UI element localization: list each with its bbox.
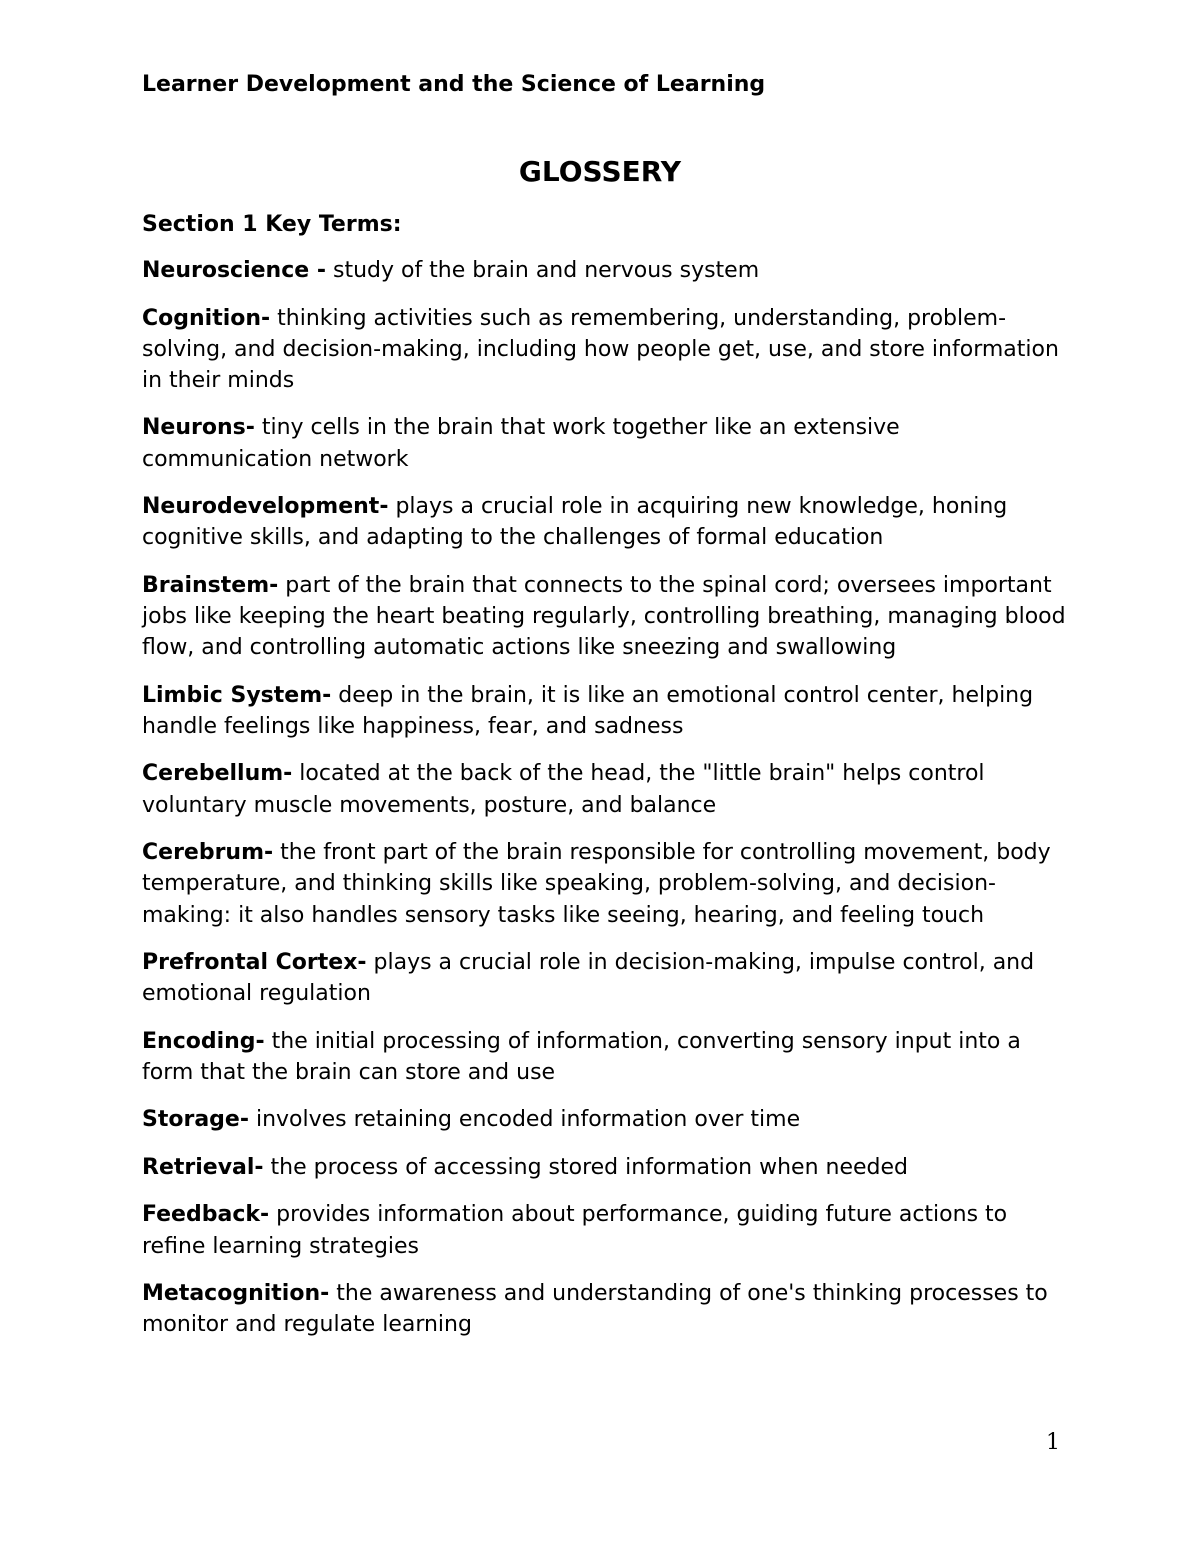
glossary-definition: part of the brain that connects to the spinal cord; oversees important jobs like keeping the heart beating regularly, controlling breathing, managing blood flow, and controlling automatic actions like sneezing and swallowing (142, 572, 1066, 661)
glossary-entry-neuroscience (142, 255, 1072, 286)
glossary-definition: involves retaining encoded information over time (248, 1107, 801, 1133)
glossary-term: Prefrontal Cortex- (142, 950, 367, 976)
glossary-entry-metacognition (142, 1278, 1072, 1340)
glossary-term: Feedback- (142, 1202, 270, 1228)
glossary-entry-cerebrum (142, 837, 1072, 931)
glossary-term: Storage- (142, 1107, 249, 1133)
glossary-definition: provides information about performance, guiding future actions to refine learning strategies (142, 1202, 1008, 1259)
glossary-entry-storage (142, 1104, 1072, 1135)
glossary-definition: tiny cells in the brain that work together like an extensive communication network (142, 415, 900, 472)
glossary-entry-cerebellum (142, 758, 1072, 820)
glossary-term: Neurons- (142, 415, 255, 441)
page-number: 1 (1046, 1430, 1060, 1455)
glossary-entry-cognition (142, 303, 1072, 397)
glossary-entry-feedback (142, 1199, 1072, 1261)
section-heading: Section 1 Key Terms: (142, 212, 402, 237)
glossary-term: Neuroscience - (142, 258, 326, 283)
glossary-entry-neurodevelopment (142, 491, 1072, 553)
glossary-term: Cognition- (142, 305, 271, 331)
glossary-term: Neurodevelopment- (142, 494, 389, 520)
glossary-definition: the process of accessing stored information when needed (263, 1154, 908, 1180)
glossary-definition: located at the back of the head, the "little brain" helps control voluntary muscle movements, posture, and balance (142, 761, 985, 818)
glossary-definition: the initial processing of information, converting sensory input into a form that the brain can store and use (142, 1028, 1021, 1085)
glossary-term: Retrieval- (142, 1154, 264, 1180)
glossary-entry-limbic-system (142, 680, 1072, 742)
glossary-definition: thinking activities such as remembering, understanding, problem-solving, and decision-making, including how people get, use, and store information in their minds (142, 305, 1059, 393)
glossary-term: Cerebrum- (142, 840, 274, 866)
glossary-list (142, 255, 1072, 1357)
glossary-term: Cerebellum- (142, 761, 293, 787)
page-title: GLOSSERY (518, 155, 682, 188)
glossary-definition: plays a crucial role in decision-making, impulse control, and emotional regulation (142, 950, 1035, 1007)
glossary-term: Encoding- (142, 1028, 265, 1054)
glossary-entry-neurons (142, 412, 1072, 474)
glossary-term: Limbic System- (142, 682, 332, 708)
glossary-definition: deep in the brain, it is like an emotional control center, helping handle feelings like happiness, fear, and sadness (142, 682, 1034, 739)
glossary-term: Brainstem- (142, 572, 279, 598)
glossary-entry-retrieval (142, 1152, 1072, 1183)
document-header: Learner Development and the Science of Learning (142, 72, 766, 97)
glossary-definition: the front part of the brain responsible for controlling movement, body temperature, and thinking skills like speaking, problem-solving, and decision-making: it also handles sensory tasks like seeing, hearing, and feeling touch (142, 840, 1051, 928)
glossary-definition: study of the brain and nervous system (325, 258, 760, 283)
glossary-definition: the awareness and understanding of one's thinking processes to monitor and regulate learning (142, 1281, 1048, 1338)
glossary-entry-brainstem (142, 570, 1072, 664)
glossary-term: Metacognition- (142, 1281, 330, 1307)
glossary-entry-prefrontal-cortex (142, 947, 1072, 1009)
glossary-definition: plays a crucial role in acquiring new knowledge, honing cognitive skills, and adapting to the challenges of formal education (142, 494, 1008, 551)
glossary-entry-encoding (142, 1026, 1072, 1088)
